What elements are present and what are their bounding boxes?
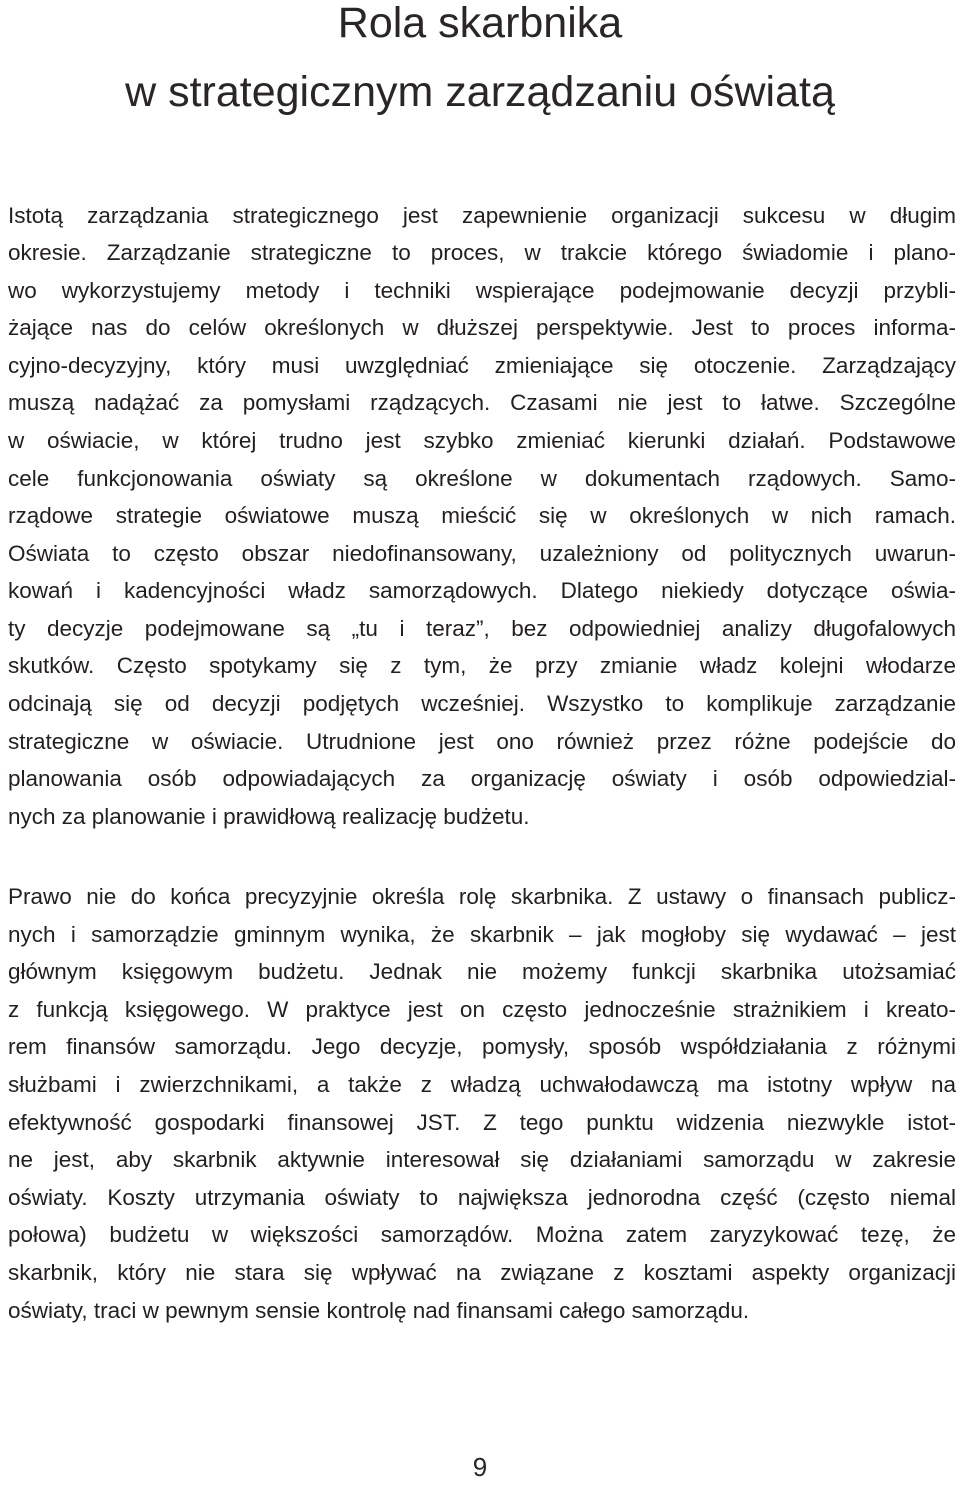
paragraph-line: służbami i zwierzchnikami, a także z władzą uchwałodawczą ma istotny wpływ na (8, 1072, 956, 1097)
paragraph-line: cyjno-decyzyjny, który musi uwzględniać zmieniające się otoczenie. Zarządzający (8, 353, 956, 378)
paragraph-line: strategiczne w oświacie. Utrudnione jest ono również przez różne podejście do (8, 729, 956, 754)
paragraph-line: w oświacie, w której trudno jest szybko zmieniać kierunki działań. Podstawowe (8, 428, 956, 453)
paragraph-line: efektywność gospodarki finansowej JST. Z tego punktu widzenia niezwykle istot- (8, 1110, 956, 1135)
paragraph-line: okresie. Zarządzanie strategiczne to proces, w trakcie którego świadomie i plano- (8, 240, 956, 265)
paragraph-line: połowa) budżetu w większości samorządów. Można zatem zaryzykować tezę, że (8, 1222, 956, 1247)
paragraph-line: nych za planowanie i prawidłową realizację budżetu. (8, 804, 530, 829)
paragraph-line: rem finansów samorządu. Jego decyzje, pomysły, sposób współdziałania z różnymi (8, 1034, 956, 1059)
paragraph-line: ne jest, aby skarbnik aktywnie interesował się działaniami samorządu w zakresie (8, 1147, 956, 1172)
paragraph-line: oświaty. Koszty utrzymania oświaty to największa jednorodna część (często niemal (8, 1185, 956, 1210)
paragraph-line: ty decyzje podejmowane są „tu i teraz”, bez odpowiedniej analizy długofalowych (8, 616, 956, 641)
paragraph-line: odcinają się od decyzji podjętych wcześniej. Wszystko to komplikuje zarządzanie (8, 691, 956, 716)
title-line-1: Rola skarbnika (337, 0, 623, 47)
paragraph-line: Istotą zarządzania strategicznego jest zapewnienie organizacji sukcesu w długim (8, 203, 956, 228)
paragraph-line: rządowe strategie oświatowe muszą mieścić się w określonych w nich ramach. (8, 503, 956, 528)
paragraph-line: z funkcją księgowego. W praktyce jest on często jednocześnie strażnikiem i kreato- (8, 997, 956, 1022)
paragraph-line: skarbnik, który nie stara się wpływać na związane z kosztami aspekty organizacji (8, 1260, 956, 1285)
paragraph-line: muszą nadążać za pomysłami rządzących. Czasami nie jest to łatwe. Szczególne (8, 390, 956, 415)
paragraph-line: nych i samorządzie gminnym wynika, że skarbnik – jak mogłoby się wydawać – jest (8, 922, 956, 947)
paragraph-line: wo wykorzystujemy metody i techniki wspierające podejmowanie decyzji przybli- (8, 278, 956, 303)
paragraph-line: skutków. Często spotykamy się z tym, że przy zmianie władz kolejni włodarze (8, 653, 956, 678)
paragraph-line: oświaty, traci w pewnym sensie kontrolę nad finansami całego samorządu. (8, 1298, 750, 1323)
title-line-2: w strategicznym zarządzaniu oświatą (125, 68, 835, 116)
paragraph-line: żające nas do celów określonych w dłuższej perspektywie. Jest to proces informa- (8, 315, 956, 340)
paragraph-line: planowania osób odpowiadających za organizację oświaty i osób odpowiedzial- (8, 766, 956, 791)
paragraph-line: cele funkcjonowania oświaty są określone w dokumentach rządowych. Samo- (8, 466, 956, 491)
page-number: 9 (472, 1452, 488, 1482)
paragraph-line: głównym księgowym budżetu. Jednak nie możemy funkcji skarbnika utożsamiać (8, 959, 956, 984)
paragraph-line: Prawo nie do końca precyzyjnie określa rolę skarbnika. Z ustawy o finansach publicz- (8, 884, 956, 909)
paragraph-line: Oświata to często obszar niedofinansowany, uzależniony od politycznych uwarun- (8, 541, 956, 566)
paragraph-line: kowań i kadencyjności władz samorządowych. Dlatego niekiedy dotyczące oświa- (8, 578, 956, 603)
